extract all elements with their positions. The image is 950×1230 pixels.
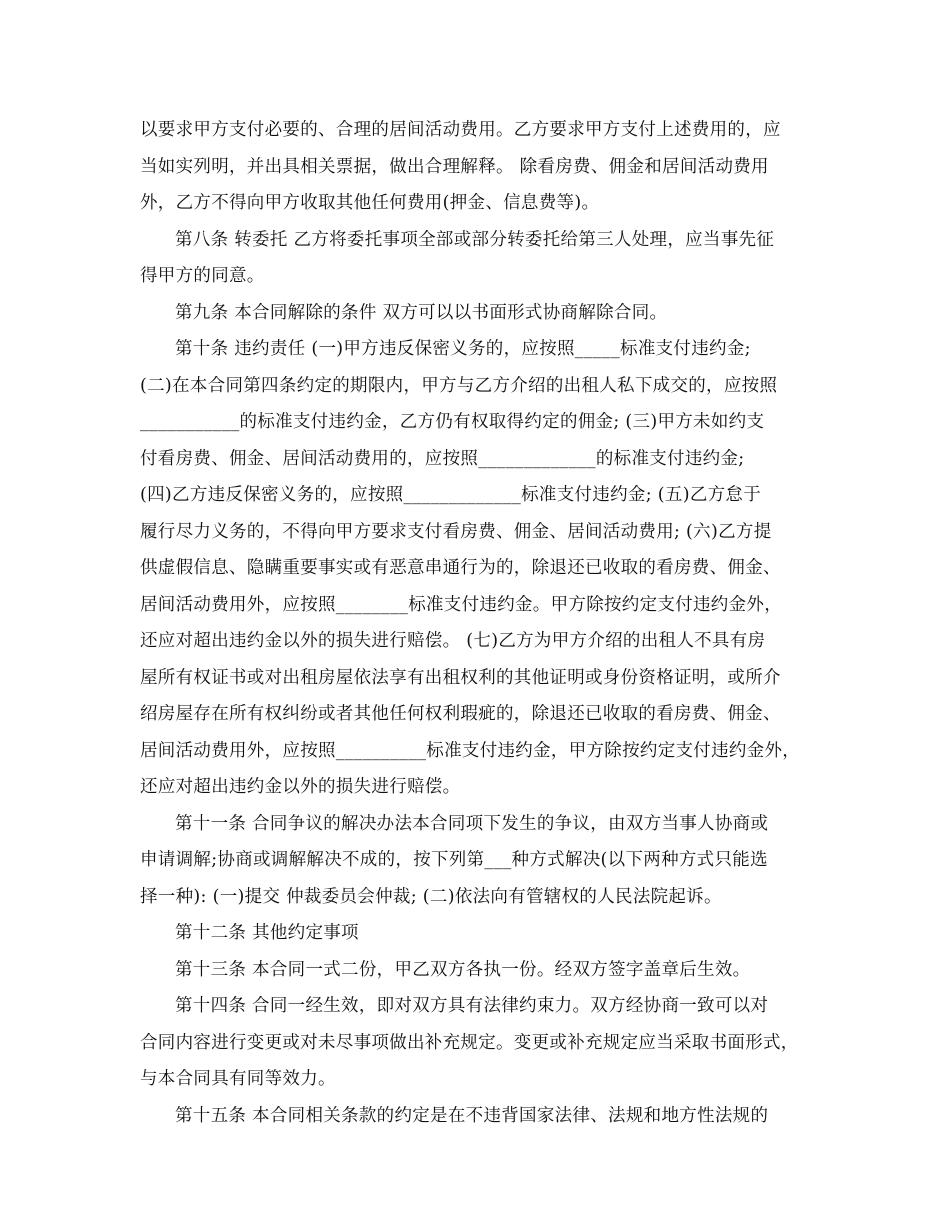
text-line: 以要求甲方支付必要的、合理的居间活动费用。乙方要求甲方支付上述费用的，应 (140, 120, 781, 140)
clause-14-heading-line: 第十四条 合同一经生效，即对双方具有法律约束力。双方经协商一致可以对 (175, 996, 769, 1016)
text-line: 还应对超出违约金以外的损失进行赔偿。 (七)乙方为甲方介绍的出租人不具有房 (140, 631, 766, 651)
text-line: 与本合同具有同等效力。 (140, 1069, 336, 1089)
text-line: 居间活动费用外，应按照__________标准支付违约金，甲方除按约定支付违约金外， (140, 741, 801, 761)
clause-9-line: 第九条 本合同解除的条件 双方可以以书面形式协商解除合同。 (175, 303, 668, 323)
text-line: 外，乙方不得向甲方收取其他任何费用(押金、信息费等)。 (140, 193, 600, 213)
clause-8-heading-line: 第八条 转委托 乙方将委托事项全部或部分转委托给第三人处理，应当事先征 (175, 230, 775, 250)
text-line: 当如实列明，并出具相关票据，做出合理解释。 除看房费、佣金和居间活动费用 (140, 157, 769, 177)
text-line: 申请调解;协商或调解解决不成的，按下列第___种方式解决(以下两种方式只能选 (140, 850, 768, 870)
text-line: 合同内容进行变更或对未尽事项做出补充规定。变更或补充规定应当采取书面形式， (140, 1033, 799, 1053)
clause-13-line: 第十三条 本合同一式二份，甲乙双方各执一份。经双方签字盖章后生效。 (175, 960, 751, 980)
text-line: 得甲方的同意。 (140, 266, 265, 286)
text-line: 居间活动费用外，应按照________标准支付违约金。甲方除按约定支付违约金外， (140, 595, 782, 615)
text-line: 屋所有权证书或对出租房屋依法享有出租权利的其他证明或身份资格证明，或所介 (140, 668, 781, 688)
text-line: 择一种): (一)提交 仲裁委员会仲裁; (二)依法向有管辖权的人民法院起诉。 (140, 887, 722, 907)
text-line: 付看房费、佣金、居间活动费用的，应按照_____________的标准支付违约金; (140, 449, 745, 469)
text-line: 绍房屋存在所有权纠纷或者其他任何权利瑕疵的，除退还已收取的看房费、佣金、 (140, 704, 781, 724)
clause-10-heading-line: 第十条 违约责任 (一)甲方违反保密义务的，应按照_____标准支付违约金; (175, 339, 751, 359)
text-line: ___________的标准支付违约金，乙方仍有权取得约定的佣金; (三)甲方未如约支 (140, 412, 765, 432)
text-line: 履行尽力义务的，不得向甲方要求支付看房费、佣金、居间活动费用; (六)乙方提 (140, 522, 772, 542)
clause-12-line: 第十二条 其他约定事项 (175, 923, 359, 943)
text-line: 供虚假信息、隐瞒重要事实或有恶意串通行为的，除退还已收取的看房费、佣金、 (140, 558, 781, 578)
text-line: 还应对超出违约金以外的损失进行赔偿。 (140, 777, 461, 797)
clause-11-heading-line: 第十一条 合同争议的解决办法本合同项下发生的争议，由双方当事人协商或 (175, 814, 769, 834)
text-line: (四)乙方违反保密义务的，应按照_____________标准支付违约金; (五)乙方怠于 (140, 485, 762, 505)
clause-15-heading-line: 第十五条 本合同相关条款的约定是在不违背国家法律、法规和地方性法规的 (175, 1106, 769, 1126)
text-line: (二)在本合同第四条约定的期限内，甲方与乙方介绍的出租人私下成交的，应按照 (140, 376, 778, 396)
